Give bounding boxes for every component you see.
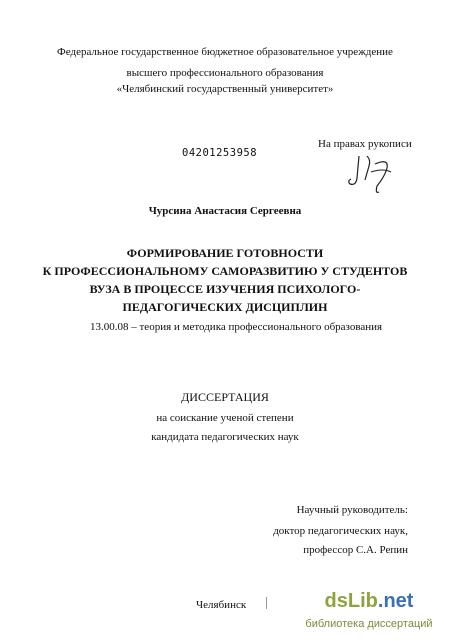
- author-name: Чурсина Анастасия Сергеевна: [148, 205, 302, 217]
- stamp-number: 04201253958: [182, 147, 258, 159]
- degree-line-2: кандидата педагогических наук: [151, 431, 299, 443]
- supervisor-name: профессор С.А. Репин: [303, 544, 408, 556]
- city: Челябинск: [196, 599, 247, 611]
- signature-icon: [345, 150, 405, 196]
- dissertation-heading: ДИССЕРТАЦИЯ: [181, 390, 269, 404]
- title-line-1: ФОРМИРОВАНИЕ ГОТОВНОСТИ: [126, 246, 324, 260]
- text-cursor-mark: [266, 597, 267, 609]
- degree-line-1: на соискание ученой степени: [156, 412, 294, 424]
- institution-line-1: Федеральное государственное бюджетное образовательное учреждение: [57, 46, 393, 58]
- watermark-logo-left: dsLib: [324, 590, 378, 612]
- watermark-subtitle: библиотека диссертаций: [305, 618, 433, 630]
- specialty: 13.00.08 – теория и методика профессионального образования: [90, 321, 383, 333]
- rights-note: На правах рукописи: [318, 138, 412, 150]
- title-line-4: ПЕДАГОГИЧЕСКИХ ДИСЦИПЛИН: [122, 300, 328, 314]
- supervisor-label: Научный руководитель:: [296, 504, 408, 516]
- watermark-logo-right: .net: [377, 590, 414, 612]
- watermark-logo: [294, 590, 444, 613]
- title-line-3: ВУЗА В ПРОЦЕССЕ ИЗУЧЕНИЯ ПСИХОЛОГО-: [89, 282, 361, 296]
- institution-line-2: высшего профессионального образования: [126, 67, 324, 79]
- title-line-2: К ПРОФЕССИОНАЛЬНОМУ САМОРАЗВИТИЮ У СТУДЕНТОВ: [42, 264, 408, 278]
- watermark: [290, 590, 448, 638]
- institution-line-3: «Челябинский государственный университет»: [116, 83, 334, 95]
- supervisor-degree: доктор педагогических наук,: [273, 525, 408, 537]
